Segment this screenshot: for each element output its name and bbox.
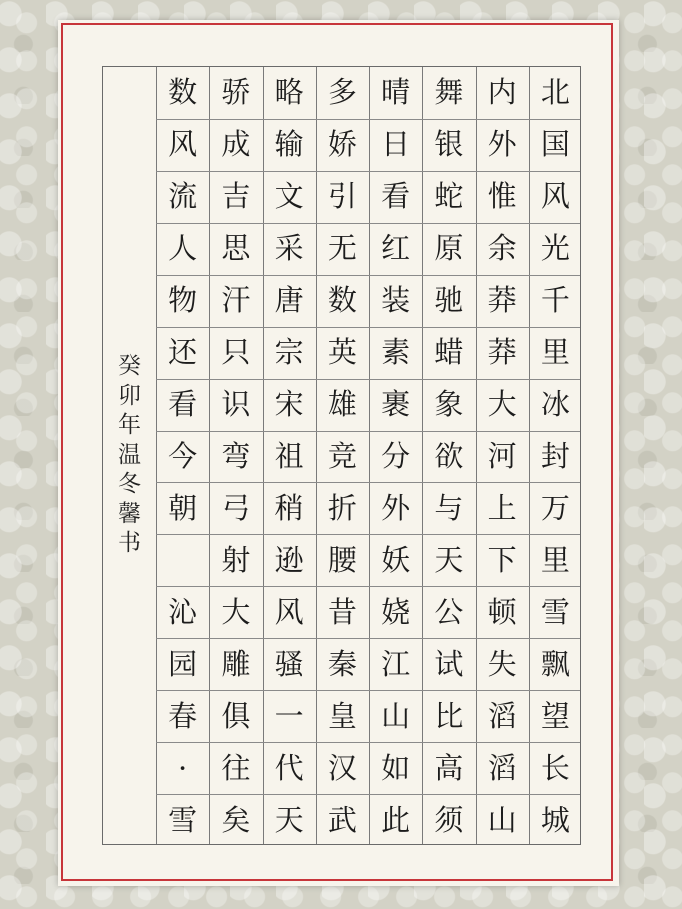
grid-character: 此 [381,802,411,837]
grid-character: 北 [540,75,570,110]
signature-column [103,67,156,844]
grid-character: 腰 [327,542,357,577]
signature-character: 卯 [118,382,141,409]
grid-character: 引 [327,179,357,214]
grid-character: 万 [540,490,570,525]
grid-character: 射 [221,542,251,577]
grid-character: 汉 [327,750,357,785]
grid-character: 滔 [487,750,517,785]
grid-character: 物 [168,283,198,318]
grid-character: 上 [487,490,517,525]
grid-character: 裹 [381,387,411,422]
grid-character: 象 [434,387,464,422]
grid-character: 天 [274,802,304,837]
grid-character: 国 [540,127,570,162]
grid-character: 舞 [434,75,464,110]
grid-character: 里 [540,542,570,577]
grid-character: 多 [327,75,357,110]
grid-character: 与 [434,490,464,525]
grid-character: 祖 [274,439,304,473]
grid-character: 里 [540,335,570,370]
grid-character: 略 [274,75,304,110]
grid-character: 文 [274,179,304,214]
grid-character: 下 [487,542,517,577]
grid-character: 今 [168,439,198,473]
grid-character: 封 [540,439,570,473]
grid-character: 原 [434,231,464,266]
grid-character: 折 [327,490,357,525]
grid-character: 风 [540,179,570,214]
grid-character: 如 [381,750,411,785]
grid-character: 冰 [540,387,570,422]
grid-character: 惟 [487,179,517,214]
grid-character: 骚 [274,646,304,681]
grid-character: 数 [168,75,198,110]
grid-character: 长 [540,750,570,785]
grid-character: 成 [221,127,251,162]
grid-character: 皇 [327,698,357,733]
grid-character: 试 [434,646,464,681]
grid-character: 武 [327,802,357,837]
grid-character: 采 [274,231,304,266]
grid-character: 吉 [221,179,251,214]
grid-character: 莽 [487,283,517,318]
grid-character [157,534,209,586]
grid-character: 外 [487,127,517,162]
grid-character: 往 [221,750,251,785]
grid-character: 汗 [221,283,251,318]
grid-character: 秦 [327,646,357,681]
grid-character: 失 [487,646,517,681]
grid-character: 弯 [221,439,251,473]
grid-character: 人 [168,231,198,266]
grid-character: 风 [168,127,198,162]
grid-character: 内 [487,75,517,110]
grid-character: 沁 [168,594,198,629]
signature-character: 年 [118,412,141,439]
grid-character: 骄 [221,75,251,110]
grid-character: 一 [274,698,304,733]
grid-character: 滔 [487,698,517,733]
signature-character: 温 [118,441,141,468]
grid-character: 风 [274,594,304,629]
grid-character: 城 [540,802,570,837]
grid-character: 雪 [168,802,198,837]
grid-character: 山 [381,698,411,733]
grid-character: 山 [487,802,517,837]
grid-character: 比 [434,698,464,733]
grid-character: 弓 [221,490,251,525]
grid-character: 数 [327,283,357,318]
grid-character: 春 [168,698,198,733]
grid-character: 宗 [274,335,304,370]
grid-character: 红 [381,231,411,266]
grid-character: 河 [487,439,517,473]
grid-character: 莽 [487,335,517,370]
grid-character: 无 [327,231,357,266]
grid-character: 稍 [274,490,304,525]
calligraphy-grid [102,66,581,845]
grid-character: 大 [221,594,251,629]
grid-character: 余 [487,231,517,266]
signature-character: 书 [118,530,141,557]
grid-character: 雪 [540,594,570,629]
grid-character: 思 [221,231,251,266]
grid-character: 昔 [327,594,357,629]
grid-character: 还 [168,335,198,370]
grid-character: 只 [221,335,251,370]
grid-character: 蜡 [434,335,464,370]
grid-character: 江 [381,646,411,681]
grid-character: 蛇 [434,179,464,214]
grid-character: 园 [168,646,198,681]
grid-character: 顿 [487,594,517,629]
grid-character: 俱 [221,698,251,733]
grid-character: 素 [381,335,411,370]
grid-character: 娆 [381,594,411,629]
grid-character: 须 [434,802,464,837]
grid-character: 竞 [327,439,357,473]
grid-character: 飘 [540,646,570,681]
grid-character: 流 [168,179,198,214]
grid-character: 外 [381,490,411,525]
signature-character: 馨 [118,500,141,527]
grid-character: 看 [381,179,411,214]
grid-character: 朝 [168,490,198,525]
grid-character: 娇 [327,127,357,162]
grid-character: 驰 [434,283,464,318]
grid-character: 代 [274,750,304,785]
grid-character: 雄 [327,387,357,422]
grid-character: 晴 [381,75,411,110]
grid-character: 日 [381,127,411,162]
grid-character: 输 [274,127,304,162]
grid-character: 逊 [274,542,304,577]
grid-character: 矣 [221,802,251,837]
grid-character: 宋 [274,387,304,422]
grid-character: 看 [168,387,198,422]
grid-character: 光 [540,231,570,266]
grid-character: 装 [381,283,411,318]
signature-character: 癸 [118,353,141,380]
signature-character: 冬 [118,471,141,498]
grid-character: 分 [381,439,411,473]
grid-character: 高 [434,750,464,785]
grid-character: 唐 [274,283,304,318]
grid-character: 妖 [381,542,411,577]
grid-character: 公 [434,594,464,629]
grid-character: 雕 [221,646,251,681]
grid-character: 天 [434,542,464,577]
grid-character: 银 [434,127,464,162]
grid-character: 欲 [434,439,464,473]
grid-character: 大 [487,387,517,422]
grid-character: 千 [540,283,570,318]
grid-character: · [178,750,188,785]
grid-character: 望 [540,698,570,733]
grid-character: 识 [221,387,251,422]
grid-character: 英 [327,335,357,370]
